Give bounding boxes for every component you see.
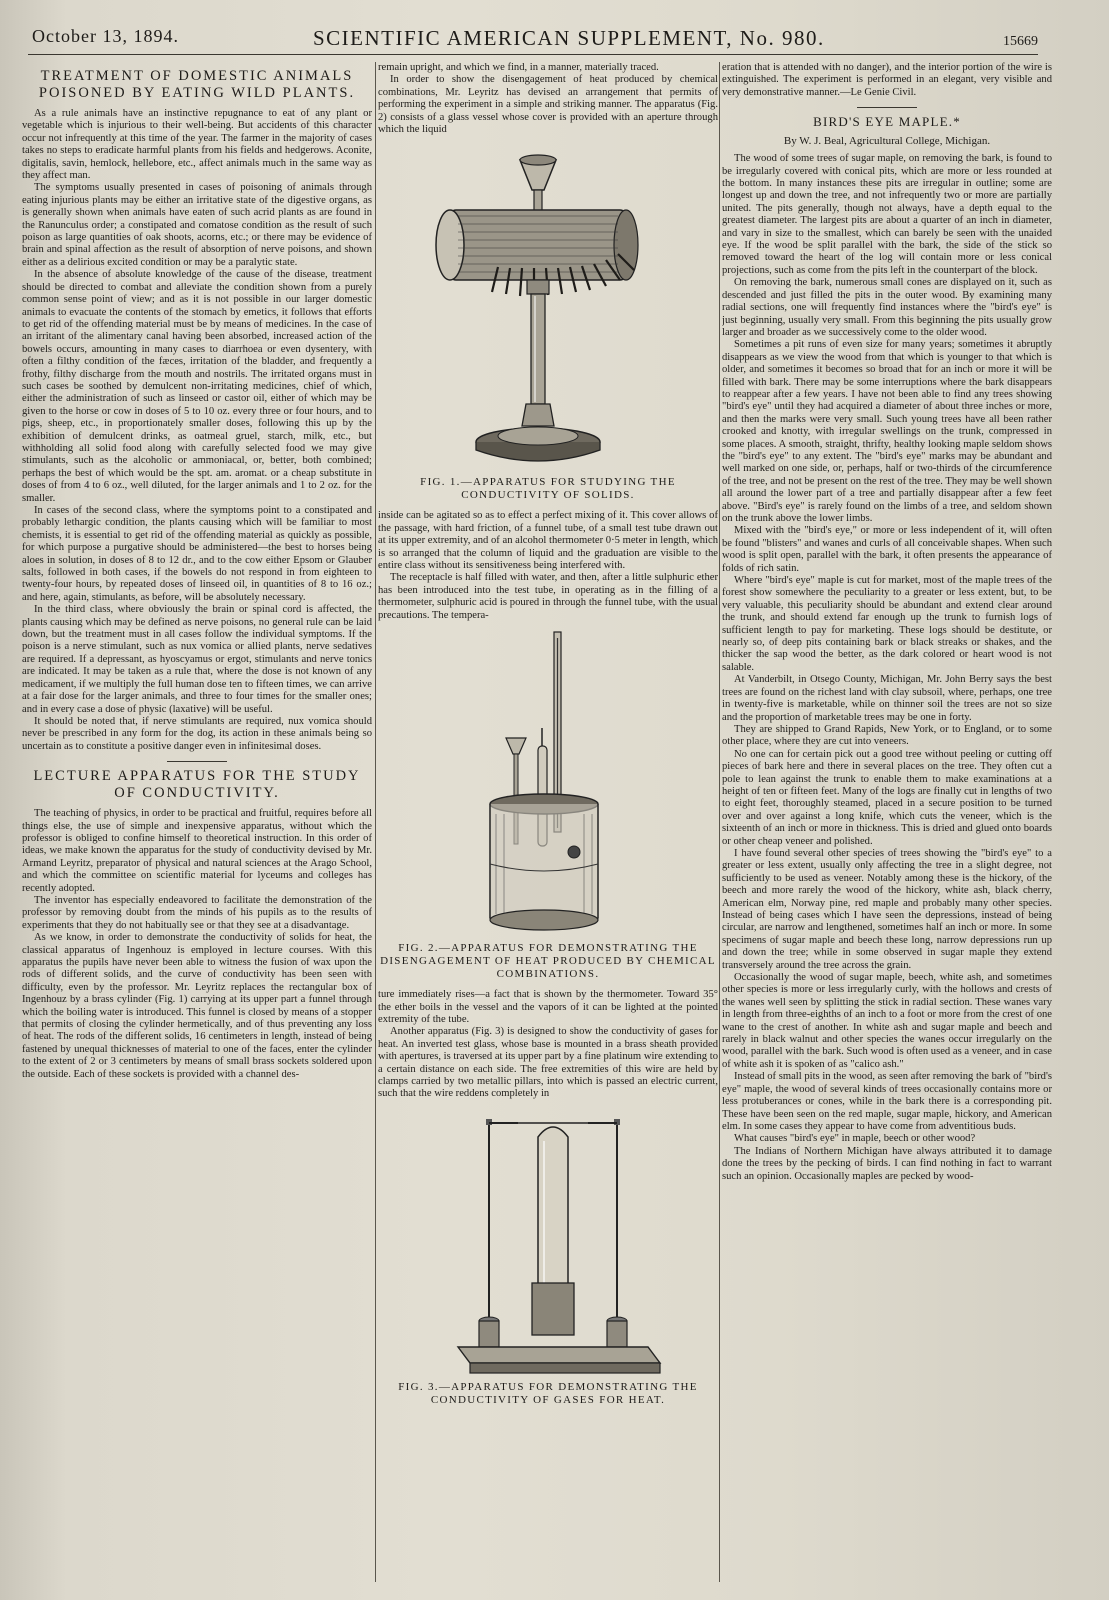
- figure-2: [378, 628, 718, 981]
- paragraph: Another apparatus (Fig. 3) is designed to show the conductivity of gases for heat. An inverted test glass, whose base is mounted in a brass sheath provided with apertures, is traversed at its upper part by a fine platinum wire extending to a certain distance on each side. The free extremities of this wire are held by clamps carried by two metallic pillars, into which is passed an electric current, such that the wire reddens completely in: [378, 1026, 718, 1100]
- paragraph: What causes "bird's eye" in maple, beech or other wood?: [734, 1133, 976, 1145]
- column-2: [378, 62, 718, 1592]
- paragraph: remain upright, and which we find, in a manner, materially traced.: [378, 62, 659, 73]
- divider: [167, 761, 227, 762]
- paragraph: Sometimes a pit runs of even size for many years; sometimes it abruptly disappears as we view the wood from that which is younger to that which is older, and sometimes it becomes so broad that for an inch or more it will be filled with bark. There may be some interruptions where the bark disappears to reappear after a few years. I have not been able to find any trees showing "bird's eye" until they had acquired a diameter of about three inches or more, and then the marks were very small. Such young trees have all been rather crooked and knotty, with irregular swellings on the trunk, compressed in some places. A smooth, straight, thrifty, healthy looking maple seldom shows the "bird's eye" to any extent. The "bird's eye" marks may be abundant and well marked on one side, or, perhaps, half or two-thirds of the circumference of the tree, and not be present on the rest of the tree. They may be well shown all around the lower part of a tree and partially disappear after a few feet above. "Bird's eye" is rarely found on the limbs of a tree, and seldom shown on the trunk above the lower limbs.: [722, 339, 1052, 524]
- paragraph: ture immediately rises—a fact that is shown by the thermometer. Toward 35° the ether boils in the vessel and the vapors of it can be lighted at the pointed extremity of the tube.: [378, 989, 718, 1025]
- article-heading-maple: BIRD'S EYE MAPLE.*: [813, 114, 961, 130]
- paragraph: eration that is attended with no danger), and the interior portion of the wire is extinguished. The experiment is performed in an elegant, very visible and very demonstrative manner.—Le Genie Civil.: [722, 62, 1052, 98]
- column-rule: [375, 62, 376, 1582]
- paragraph: Instead of small pits in the wood, as seen after removing the bark of "bird's eye" maple, the wood of several kinds of trees occasionally contains more or less protuberances or cones, while in the bark there is a corresponding pit. These have been seen on the red maple, sugar maple, hickory, and American elm. In some cases they appear to have come from adventitious buds.: [722, 1071, 1052, 1132]
- figure-2-illustration: [378, 628, 718, 938]
- column-rule: [719, 62, 720, 1582]
- paragraph: They are shipped to Grand Rapids, New York, or to England, or to some other place, where they are cut into veneers.: [722, 723, 1052, 748]
- paragraph: In the absence of absolute knowledge of the cause of the disease, treatment should be directed to combat and alleviate the condition shown from a purely common sense point of view; and as it is not possible in our larger domestic animals to evacuate the contents of the stomach by emetics, it follows that efforts to get rid of the offending material must be by means of medicines. In the case of an irritant of the alimentary canal having been absorbed, increased action of the bowels occurs, amounting in many cases to diarrhoea or even dysentery, with often a filthy condition of the fæces, irritation of the bladder, and frequently a frothy, filthy discharge from the mouth and nostrils. The irritated organs must in such cases be soothed by demulcent non-irritating medicines, chief of which, either the administration of such as linseed or castor oil, either of which may be given to the horse or cow in doses of 5 to 10 oz. every three or four hours, and to pigs, sheep, etc., in proportionately smaller doses, following this up by the exhibition of demulcent drinks, as oatmeal gruel, starch, milk, etc., but withholding all solid food along with carefully selected food we may give stimulants, such as the alcoholic or ammoniacal, or, better, both combined; perhaps the best of which would be the spt. am. aromat. or a cheap substitute in doses of from 4 to 6 oz., well diluted, for the larger animals and 1 to 2 oz. for the smaller.: [22, 269, 372, 504]
- paragraph: Mixed with the "bird's eye," or more or less independent of it, will often be found "blisters" and wanes and curls of all conceivable shapes. When such wood is split open, parallel with the bark, it often presents the appearance of folds of rich satin.: [722, 525, 1052, 574]
- article-byline: By W. J. Beal, Agricultural College, Michigan.: [783, 135, 991, 148]
- figure-3-illustration: [378, 1107, 718, 1377]
- page-header: [28, 20, 1038, 55]
- article-heading-lecture: LECTURE APPARATUS FOR THE STUDY OF CONDUCTIVITY.: [33, 768, 361, 802]
- figure-3-caption: FIG. 3.—APPARATUS FOR DEMONSTRATING THE CONDUCTIVITY OF GASES FOR HEAT.: [398, 1380, 698, 1406]
- paragraph: As we know, in order to demonstrate the conductivity of solids for heat, the classical apparatus of Ingenhouz is employed in lecture courses. With this apparatus the pupils have never been able to witness the fusion of wax upon the rods of different solids, and the curve of conductivity has been seen with difficulty, even by the professor. Mr. Leyritz replaces the rectangular box of Ingenhouz by a brass cylinder (Fig. 1) carrying at its upper part a funnel through which the boiling water is introduced. This funnel is closed by means of a stopper that permits of closing the cylinder hermetically, and of thus preventing any loss of heat. The rods of the different solids, 16 centimeters in length, instead of being fastened by unequal thicknesses of material to one of the faces, enter the cylinder to the extent of 2 or 3 centimeters by means of small brass sockets soldered upon the outside. Each of these sockets is provided with a channel des-: [22, 932, 372, 1080]
- paragraph: As a rule animals have an instinctive repugnance to eat of any plant or vegetable which is injurious to their well-being. But accidents of this character occur not infrequently at this time of the year. The farmer in the majority of cases takes no steps to eradicate harmful plants from his fields and hedgerows. Aconite, digitalis, savin, hemlock, hellebore, etc., affect animals much in the same way as they affect man.: [22, 108, 372, 182]
- column-1: [22, 62, 372, 1592]
- paragraph: Occasionally the wood of sugar maple, beech, white ash, and sometimes other species is more or less irregularly curly, with the hollows and crests of the wanes well seen by splitting the stick in radial section. These wanes vary in length from three-eighths of an inch to a foot or more from the crest of one wane to the crest of another. In white ash and sugar maple and beech and rarely in black walnut and other species the wanes occur irregularly on the wood, parallel with the bark. Such wood is often used as a veneer, and in case of white ash it is spoken of as "calico ash.": [722, 972, 1052, 1070]
- paragraph: I have found several other species of trees showing the "bird's eye" to a greater or less extent, usually only affecting the tree in a slight degree, not sufficiently to be used as veneer. Notably among these is the hickory, of the beech and more rarely the wood of the hickory, white ash, black cherry, American elm, Norway pine, red maple and probably many other species. Instead of being cases which I have seen the depressions, instead of being circular, are narrow and lengthened, sometimes half an inch or more. In some specimens of sugar maple and beech these long, narrow depressions run up and down the tree; while in some observed in sugar maple they extend transversely around the tree across the grain.: [722, 847, 1052, 971]
- publication-title: SCIENTIFIC AMERICAN SUPPLEMENT, No. 980.: [313, 26, 825, 50]
- paragraph: On removing the bark, numerous small cones are displayed on it, such as descended and just filled the pits in the outer wood. By examining many radial sections, one will frequently find instances where the "bird's eye" is just beginning, usually very small. From this beginning the pits usually grow larger and broader as we successively come to the older wood.: [722, 277, 1052, 338]
- article-body-lecture: [22, 808, 372, 1081]
- figure-1: [378, 142, 718, 502]
- figure-2-caption: FIG. 2.—APPARATUS FOR DEMONSTRATING THE DISENGAGEMENT OF HEAT PRODUCED BY CHEMICAL COMBINATIONS.: [380, 942, 716, 981]
- paragraph: The teaching of physics, in order to be practical and fruitful, requires before all things else, the use of simple and inexpensive apparatus, without which the professor is obliged to confine himself to theoretical instruction. In this order of ideas, we make known the apparatus for the study of conductivity devised by Mr. Armand Leyritz, preparator of physical and natural sciences at the Arago School, and which the committee on scientific material for lyceums and colleges has recently adopted.: [22, 808, 372, 894]
- paragraph: The Indians of Northern Michigan have always attributed it to damage done the trees by the pecking of birds. I can find nothing in fact to warrant such an opinion. Occasionally maples are pecked by wood-: [722, 1145, 1052, 1182]
- paragraph: The symptoms usually presented in cases of poisoning of animals through eating injurious plants may be either an irritative state of the digestive organs, as is generally shown when animals have eaten of such acrid plants as are found in the Ranunculus order; a constipated and comatose condition as the result of such poison as large quantities of oak shoots, acorns, etc.; or there may be evidence of brain and spinal affection as the result of absorption of nerve poisons, and shown either as a delirious excited condition or may be a paralytic state.: [22, 182, 372, 268]
- divider: [857, 107, 917, 108]
- column-3: [722, 62, 1052, 1592]
- paragraph: In order to show the disengagement of heat produced by chemical combinations, Mr. Leyritz has devised an arrangement that permits of performing the experiment in a simple and striking manner. The apparatus (Fig. 2) consists of a glass vessel whose cover is provided with an aperture through which the liquid: [378, 74, 718, 136]
- paragraph: In cases of the second class, where the symptoms point to a constipated and probably lethargic condition, the plants causing which will be familiar to most chemists, it is essential to get rid of the offending material as quickly as possible, for which purpose a purgative should be administered—the best to horses being aloes in solution, in doses of 8 to 12 dr., and to the cow either Epsom or Glauber salts, followed in both cases, if the bowels do not respond in from eighteen to twenty-four hours, by repeated doses of linseed oil, in quantities of 8 to 16 oz.; and here, again, stimulants, as before, will be absolutely necessary.: [22, 505, 372, 603]
- paragraph: inside can be agitated so as to effect a perfect mixing of it. This cover allows of the passage, with hard friction, of a funnel tube, of a small test tube drawn out at its upper extremity, and of an alcohol thermometer 0·5 meter in length, which is so arranged that the column of liquid and the graduation are visible to the entire class without its sensitiveness being interfered with.: [378, 510, 718, 572]
- paragraph: The wood of some trees of sugar maple, on removing the bark, is found to be irregularly covered with conical pits, which are more or less rounded at the bottom. In many instances these pits are irregular in outline; some are longest up and down the tree, and not infrequently two or more are partially united. The pits generally, though not always, have a depth equal to the greatest diameter. The largest pits are about a quarter of an inch in diameter, and vary in size to the smallest, which can barely be seen with the unaided eye. If the wood be split parallel with the bark, the side of the stick so removed toward the heart of the log will contain more or less conical projections, such as come from the pits left in the counterpart of the block.: [722, 153, 1052, 276]
- paragraph: Where "bird's eye" maple is cut for market, most of the maple trees of the forest show somewhere the peculiarity to a greater or less extent, but, to be very valuable, this peculiarity should be abundant and extend clear around the trunk, and should extend far enough up the trunk to furnish logs of sufficient length to pay for marketing. These logs should be destitute, or nearly so, of deep pits containing bark or black streaks or shakes, and the thicker the sap wood the better, as the dark colored or heart wood is not salable.: [722, 575, 1052, 673]
- figure-1-illustration: [378, 142, 718, 472]
- paragraph: No one can for certain pick out a good tree without peeling or cutting off pieces of bark here and there in several places on the tree. They often cut a pole to lean against the trunk to enable them to make examinations at a height of ten or fifteen feet. Many of the logs are finally cut in lengths of two to eight feet, thoroughly steamed, placed in a secure position to be turned over and over against a long knife, which cuts the veneer, which is the sixteenth of an inch or more in thickness. This is dried and glued onto boards or other cheap veneer and polished.: [722, 748, 1052, 847]
- article-body-maple: [722, 153, 1052, 1183]
- paragraph: The receptacle is half filled with water, and then, after a little sulphuric ether has been introduced into the test tube, in operating as in the filling of a thermometer, sulphuric acid is poured in through the funnel tube, with the usual precautions. The tempera-: [378, 572, 718, 621]
- article-heading-treatment: TREATMENT OF DOMESTIC ANIMALS POISONED BY EATING WILD PLANTS.: [38, 68, 356, 101]
- paragraph: The inventor has especially endeavored to facilitate the demonstration of the professor by removing doubt from the minds of his pupils as to the results of experiments that they do not habitually see or that they see at a disadvantage.: [22, 894, 372, 931]
- page-number: 15669: [1003, 34, 1038, 49]
- issue-date: October 13, 1894.: [32, 26, 179, 46]
- figure-1-caption: FIG. 1.—APPARATUS FOR STUDYING THE CONDUCTIVITY OF SOLIDS.: [420, 476, 676, 502]
- article-body-treatment: [22, 108, 372, 753]
- paragraph: In the third class, where obviously the brain or spinal cord is affected, the plants causing which may be defined as nerve poisons, no general rule can be laid down, but the treatment must in all cases follow the individual symptoms. If the poison is a nerve stimulant, such as nux vomica or allied plants, nerve sedatives are required. If a depressant, as hyoscyamus or ergot, stimulants and nerve tonics are indicated. It may be taken as a rule that, where the dose is not known of any medicament, if we multiply the full human dose ten to fifteen times, we can arrive at a fair dose for the larger animals, and three to four times for the smaller ones; and in every case a dose of physic (laxative) will be useful.: [22, 604, 372, 715]
- paragraph: It should be noted that, if nerve stimulants are required, nux vomica should never be prescribed in any form for the dog, its action in these animals being so uncertain as to constitute a positive danger even in infinitesimal doses.: [22, 715, 372, 752]
- paragraph: At Vanderbilt, in Otsego County, Michigan, Mr. John Berry says the best trees are found on the richest land with clay subsoil, where, perhaps, one tree in twenty-five is marketable, while on thinner soil the trees are not so size and the proportion of marketable trees may be one in forty.: [722, 674, 1052, 723]
- figure-3: [378, 1107, 718, 1407]
